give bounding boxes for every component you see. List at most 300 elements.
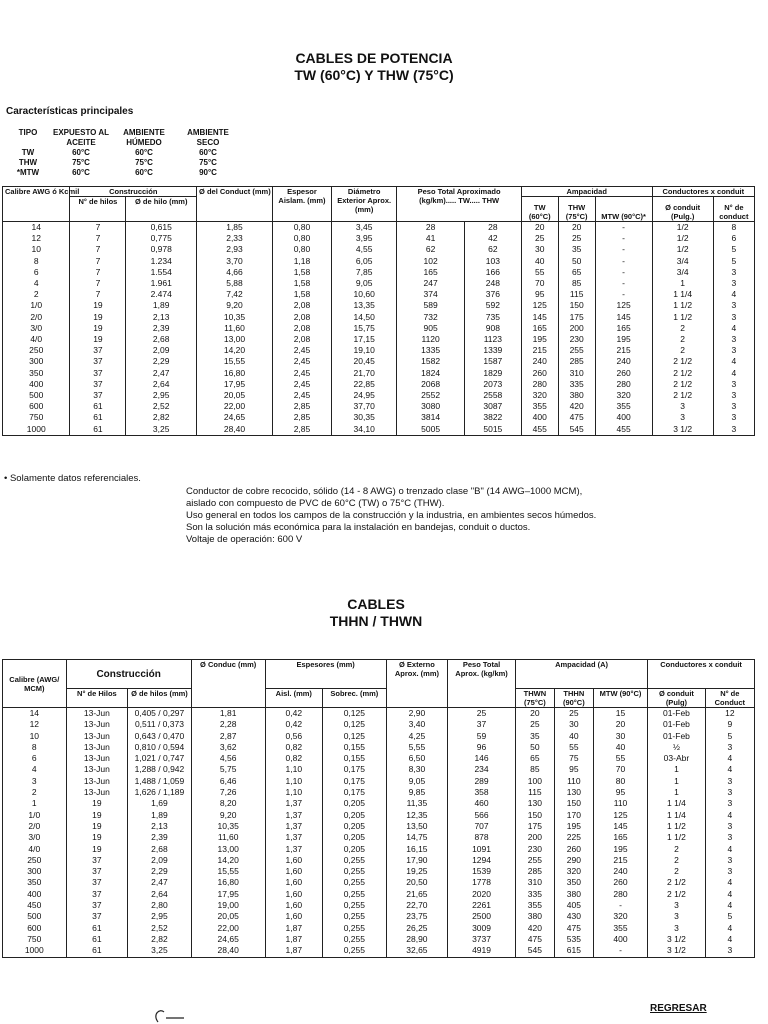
power-cable-cell: 2 1/2 [652,379,713,390]
power-cable-cell: 3 [713,424,754,436]
power-cable-cell: - [595,244,652,255]
power-cable-cell: 2552 [397,390,464,401]
power-cable-cell: 0,775 [126,233,197,244]
thhn-cable-cell: 17,95 [191,889,265,900]
power-cable-cell: 380 [558,390,595,401]
t1-header-calibre: Calibre AWG ó Kcmil [3,187,70,222]
thhn-cables-table [2,659,755,958]
thhn-cable-row [3,945,755,957]
power-cable-cell: 2,95 [126,390,197,401]
t2-header-thwn: THWN (75°C) [515,689,554,708]
thhn-cable-cell: 0,511 / 0,373 [128,719,192,730]
thhn-cable-cell: 110 [554,776,593,787]
power-cable-cell: 9,20 [197,300,273,311]
thhn-cable-row [3,753,755,764]
thhn-cable-row [3,708,755,720]
thhn-cable-cell: 1778 [448,877,516,888]
power-cable-cell: 25 [521,233,558,244]
thhn-cable-cell: 0,175 [323,787,387,798]
thhn-cable-cell: 1,10 [265,776,322,787]
power-cable-cell: 455 [521,424,558,436]
thhn-cable-cell: 0,125 [323,731,387,742]
thhn-cable-cell: 37 [66,866,128,877]
power-cable-cell: 20 [521,222,558,234]
thhn-cable-cell: 1,60 [265,866,322,877]
thhn-cable-cell: 2500 [448,911,516,922]
power-cable-cell: 9,05 [332,278,397,289]
power-cable-cell: 3822 [464,412,521,423]
thhn-cable-cell: 37 [66,900,128,911]
thhn-cable-cell: 4 [705,877,754,888]
power-cable-cell: 0,978 [126,244,197,255]
t1-header-tw: TW (60°C) [521,197,558,222]
power-cable-cell: 65 [558,267,595,278]
power-cable-cell: 145 [595,312,652,323]
t2-header-construccion: Construcción [66,660,191,689]
power-cable-cell: 6 [3,267,70,278]
power-cable-cell: 25 [558,233,595,244]
thhn-cable-cell: 14,20 [191,855,265,866]
thhn-cable-cell: 3 [705,787,754,798]
thhn-cable-cell: 130 [554,787,593,798]
power-cable-cell: 3,25 [126,424,197,436]
thhn-cable-cell: 0,405 / 0,297 [128,708,192,720]
thhn-cable-cell: 0,255 [323,911,387,922]
power-cable-cell: 22,00 [197,401,273,412]
power-cable-cell: 2,93 [197,244,273,255]
power-cable-cell: 1/2 [652,233,713,244]
thhn-cable-cell: 19,00 [191,900,265,911]
thhn-cable-cell: 17,90 [386,855,448,866]
power-cable-cell: 0,80 [272,222,331,234]
thhn-cable-row [3,731,755,742]
signature-scribble [150,1006,190,1024]
thhn-cable-cell: 0,205 [323,844,387,855]
thhn-cable-cell: 01-Feb [648,719,705,730]
thhn-cable-cell: 3 [705,855,754,866]
t2-header-calibre: Calibre (AWG/ MCM) [3,660,67,708]
power-cable-cell: 19 [70,312,126,323]
power-cable-cell: 3,45 [332,222,397,234]
power-cable-cell: 200 [558,323,595,334]
title-line-2: TW (60°C) Y THW (75°C) [294,67,454,83]
thhn-cable-cell: 4919 [448,945,516,957]
power-cable-cell: 250 [3,345,70,356]
power-cable-cell: 255 [558,345,595,356]
power-cable-cell: 13,00 [197,334,273,345]
power-cable-cell: 2,85 [272,401,331,412]
power-cable-cell: 14,50 [332,312,397,323]
t2-header-thhn: THHN (90°C) [554,689,593,708]
thhn-cable-cell: 30 [593,731,647,742]
thhn-cable-cell: 0,255 [323,866,387,877]
thhn-cable-cell: 1 [648,776,705,787]
thhn-cable-cell: 0,175 [323,776,387,787]
thhn-cable-cell: 1539 [448,866,516,877]
thhn-cable-cell: 1,37 [265,821,322,832]
thhn-cable-cell: 13-Jun [66,787,128,798]
char-header-seco: AMBIENTE SECO [187,128,229,147]
characteristics-cell: *MTW [16,168,40,177]
power-cable-cell: 1,89 [126,300,197,311]
thhn-cable-cell: 70 [593,764,647,775]
power-cable-cell: - [595,233,652,244]
power-cable-cell: 3 1/2 [652,424,713,436]
thhn-cable-cell: 1 1/4 [648,810,705,821]
power-cable-cell: 2,85 [272,412,331,423]
power-cable-cell: 17,95 [197,379,273,390]
thhn-cable-cell: 430 [554,911,593,922]
thhn-cable-cell: 75 [554,753,593,764]
power-cable-cell: 19 [70,300,126,311]
power-cable-cell: 8 [3,256,70,267]
power-cable-row [3,233,755,244]
power-cable-cell: 4 [713,323,754,334]
thhn-cable-cell: 2,09 [128,855,192,866]
power-cable-cell: 195 [521,334,558,345]
power-cable-cell: 455 [595,424,652,436]
power-cable-cell: 37 [70,368,126,379]
thhn-cable-cell: 289 [448,776,516,787]
power-cable-cell: 7 [70,222,126,234]
thhn-cable-cell: 13-Jun [66,731,128,742]
power-cable-cell: 61 [70,401,126,412]
thhn-cable-cell: 240 [593,866,647,877]
thhn-cable-cell: 0,205 [323,798,387,809]
thhn-cable-cell: 8,20 [191,798,265,809]
thhn-cable-cell: 37 [66,855,128,866]
power-cable-cell: 21,70 [332,368,397,379]
t1-header-diam-ext: Diámetro Exterior Aprox. (mm) [332,187,397,222]
characteristics-cell: 75°C [199,158,217,167]
power-cable-cell: 1335 [397,345,464,356]
power-cable-cell: 15,55 [197,356,273,367]
thhn-cable-cell: 200 [515,832,554,843]
power-cable-cell: 3 [713,267,754,278]
power-cable-cell: 3 [713,334,754,345]
thhn-cable-cell: 1,10 [265,764,322,775]
power-cable-cell: 19 [70,334,126,345]
t1-header-conductores: Conductores x conduit [652,187,754,197]
power-cable-cell: 2,08 [272,312,331,323]
power-cable-cell: - [595,267,652,278]
t2-header-n-conduct: N° de Conduct [705,689,754,708]
power-cable-cell: 0,80 [272,244,331,255]
thhn-cable-cell: 3,40 [386,719,448,730]
power-cable-cell: 4 [713,368,754,379]
power-cable-cell: 3 [652,401,713,412]
power-cable-cell: 2,45 [272,368,331,379]
thhn-cable-cell: 2,29 [128,866,192,877]
power-cable-cell: 2.474 [126,289,197,300]
power-cable-cell: 908 [464,323,521,334]
power-cable-cell: 3/0 [3,323,70,334]
reference-note: • Solamente datos referenciales. [4,473,141,484]
power-cable-cell: 50 [558,256,595,267]
characteristics-cell: 60°C [135,148,153,157]
thhn-cable-cell: 335 [515,889,554,900]
power-cable-row [3,278,755,289]
thhn-cable-cell: 310 [515,877,554,888]
power-cable-cell: 280 [595,379,652,390]
thhn-cable-cell: 1,288 / 0,942 [128,764,192,775]
thhn-cable-cell: 19 [66,844,128,855]
power-cable-cell: 2,08 [272,300,331,311]
thhn-cable-cell: 35 [515,731,554,742]
power-cable-cell: 1123 [464,334,521,345]
characteristics-cell: THW [18,158,38,167]
thhn-cable-cell: 80 [593,776,647,787]
thhn-cable-cell: 22,70 [386,900,448,911]
power-cable-cell: 3 [713,390,754,401]
regresar-link[interactable]: REGRESAR [650,1003,707,1014]
power-cable-cell: 2,13 [126,312,197,323]
thhn-cable-cell: 145 [593,821,647,832]
thhn-cable-cell: 2,90 [386,708,448,720]
power-cable-cell: 7 [70,289,126,300]
power-cable-cell: - [595,289,652,300]
power-cable-cell: 95 [521,289,558,300]
power-cable-cell: 240 [595,356,652,367]
power-cable-cell: 166 [464,267,521,278]
power-cable-cell: 103 [464,256,521,267]
power-cable-cell: 475 [558,412,595,423]
thhn-cable-cell: 3 [705,821,754,832]
power-cable-row [3,323,755,334]
power-cable-cell: 905 [397,323,464,334]
power-cable-cell: 545 [558,424,595,436]
thhn-cable-cell: 1,10 [265,787,322,798]
thhn-cable-cell: 1,37 [265,832,322,843]
t1-header-n-conduct: N° de conduct [713,197,754,222]
thhn-cable-cell: 450 [3,900,67,911]
characteristics-cell: 60°C [72,168,90,177]
power-cable-cell: 2,45 [272,379,331,390]
thhn-cable-row [3,855,755,866]
thhn-cable-cell: 50 [515,742,554,753]
power-cable-cell: 3 [713,345,754,356]
thhn-cable-cell: 19,25 [386,866,448,877]
description-line: Voltaje de operación: 600 V [186,534,303,545]
thhn-cable-cell: 230 [515,844,554,855]
thhn-cable-cell: 20 [593,719,647,730]
power-cable-cell: 61 [70,424,126,436]
power-cable-cell: 2,39 [126,323,197,334]
thhn-cable-cell: 234 [448,764,516,775]
thhn-cable-cell: 290 [554,855,593,866]
characteristics-row [10,158,244,168]
power-cable-cell: 55 [521,267,558,278]
power-cables-table [2,186,755,436]
power-cable-cell: 125 [595,300,652,311]
power-cable-cell: 500 [3,390,70,401]
thhn-cable-cell: 1,488 / 1,059 [128,776,192,787]
characteristics-cell: 75°C [72,158,90,167]
power-cable-cell: 335 [558,379,595,390]
power-cable-cell: 0,615 [126,222,197,234]
power-cable-cell: 3,95 [332,233,397,244]
power-cable-cell: 42 [464,233,521,244]
thhn-cable-cell: 19 [66,832,128,843]
thhn-cable-cell: 1,60 [265,855,322,866]
t1-header-hilos: N° de hilos [70,197,126,222]
power-cable-cell: 7 [70,233,126,244]
power-cable-cell: 22,85 [332,379,397,390]
power-cable-cell: 2,68 [126,334,197,345]
power-cable-row [3,300,755,311]
thhn-cable-cell: 0,810 / 0,594 [128,742,192,753]
power-cable-cell: 85 [558,278,595,289]
power-cable-cell: 1,58 [272,289,331,300]
thhn-cable-cell: 125 [593,810,647,821]
thhn-cable-cell: 14 [3,708,67,720]
thhn-cable-cell: 878 [448,832,516,843]
thhn-cable-cell: 1,69 [128,798,192,809]
thhn-cable-cell: 400 [3,889,67,900]
power-cable-cell: 37,70 [332,401,397,412]
power-cable-cell: 4 [713,356,754,367]
thhn-cable-cell: 95 [593,787,647,798]
thhn-cable-cell: 7,26 [191,787,265,798]
thhn-cable-row [3,719,755,730]
t2-header-espesores: Espesores (mm) [265,660,386,689]
thhn-cable-cell: 25 [515,719,554,730]
power-cable-cell: 3 [713,401,754,412]
thhn-cable-cell: - [593,900,647,911]
power-cable-cell: - [595,256,652,267]
thhn-cable-row [3,821,755,832]
thhn-cable-cell: 6,50 [386,753,448,764]
thhn-cable-cell: 0,255 [323,877,387,888]
power-cable-cell: 30 [521,244,558,255]
power-cable-cell: 24,65 [197,412,273,423]
power-cable-cell: 3087 [464,401,521,412]
power-cable-cell: 2 1/2 [652,390,713,401]
power-cable-cell: 1 1/2 [652,312,713,323]
thhn-cable-cell: 545 [515,945,554,957]
characteristics-cell: 75°C [135,158,153,167]
thhn-cable-cell: 300 [3,866,67,877]
power-cable-cell: 150 [558,300,595,311]
thhn-cable-cell: 1,87 [265,934,322,945]
thhn-cable-cell: 1,60 [265,877,322,888]
power-cable-cell: 735 [464,312,521,323]
thhn-cable-cell: 12 [3,719,67,730]
thhn-cable-cell: 1,37 [265,810,322,821]
thhn-cable-cell: 3 [705,776,754,787]
thhn-cable-cell: 0,175 [323,764,387,775]
thhn-cable-cell: 5 [705,731,754,742]
thhn-cable-cell: 1000 [3,945,67,957]
power-cable-cell: 34,10 [332,424,397,436]
power-cable-cell: 1829 [464,368,521,379]
title2-line-2: THHN / THWN [329,613,423,629]
power-cable-cell: 5005 [397,424,464,436]
thhn-cable-cell: 25 [554,708,593,720]
thhn-cable-cell: 32,65 [386,945,448,957]
power-cable-cell: 165 [397,267,464,278]
thhn-cable-cell: 320 [593,911,647,922]
power-cable-cell: 732 [397,312,464,323]
characteristics-cell: TW [21,148,35,157]
t2-header-conduit: Ø conduit (Pulg) [648,689,705,708]
power-cable-cell: 1.234 [126,256,197,267]
thhn-cable-cell: 10 [3,731,67,742]
thhn-cable-cell: 4 [705,934,754,945]
thhn-cable-cell: 3/0 [3,832,67,843]
power-cable-cell: 215 [521,345,558,356]
title-line-1: CABLES DE POTENCIA [295,50,453,66]
thhn-cable-row [3,900,755,911]
thhn-cable-cell: 1,37 [265,844,322,855]
thhn-cable-cell: 380 [515,911,554,922]
thhn-cable-cell: 358 [448,787,516,798]
thhn-cable-cell: 3 [705,866,754,877]
power-cable-cell: 4 [713,289,754,300]
thhn-cable-cell: 23,75 [386,911,448,922]
power-cable-cell: 28,40 [197,424,273,436]
power-cable-cell: 7 [70,267,126,278]
char-header-humedo: AMBIENTE HÚMEDO [123,128,165,147]
power-cable-cell: 1582 [397,356,464,367]
power-cable-cell: 260 [521,368,558,379]
power-cable-cell: 2,09 [126,345,197,356]
thhn-cable-cell: 3 [648,911,705,922]
power-cable-cell: 2,47 [126,368,197,379]
thhn-cable-cell: 9,05 [386,776,448,787]
thhn-cable-cell: 1 1/2 [648,821,705,832]
thhn-cable-cell: 460 [448,798,516,809]
power-cable-cell: 7 [70,244,126,255]
thhn-cable-row [3,832,755,843]
t1-header-peso: Peso Total Aproximado (kg/km)..... TW..... THW [397,187,521,222]
power-cable-cell: 13,35 [332,300,397,311]
thhn-cable-cell: 01-Feb [648,708,705,720]
thhn-cable-cell: 4 [705,900,754,911]
thhn-cable-cell: 380 [554,889,593,900]
power-cable-row [3,401,755,412]
power-cable-cell: - [595,278,652,289]
thhn-cable-cell: 255 [515,855,554,866]
t1-header-diam-hilo: Ø de hilo (mm) [126,197,197,222]
thhn-cable-cell: 1294 [448,855,516,866]
thhn-cable-cell: 2/0 [3,821,67,832]
power-cable-cell: 28 [397,222,464,234]
characteristics-table [10,128,244,178]
thhn-cable-cell: 15 [593,708,647,720]
thhn-cable-cell: 9 [705,719,754,730]
thhn-cable-cell: 22,00 [191,923,265,934]
power-cable-cell: 6 [713,233,754,244]
thhn-cable-cell: 13,00 [191,844,265,855]
power-cable-cell: 215 [595,345,652,356]
t2-header-diam-hilos: Ø de hilos (mm) [128,689,192,708]
power-cable-cell: 1000 [3,424,70,436]
power-cable-cell: 5 [713,256,754,267]
power-cable-cell: 320 [521,390,558,401]
power-cable-cell: 61 [70,412,126,423]
thhn-cable-cell: 2,28 [191,719,265,730]
thhn-cable-cell: 3 [705,798,754,809]
power-cable-cell: 3 [713,312,754,323]
power-cable-cell: 2,85 [272,424,331,436]
thhn-cable-cell: 1,60 [265,889,322,900]
thhn-cable-cell: 400 [593,934,647,945]
power-cable-cell: 12 [3,233,70,244]
thhn-cable-cell: 20,50 [386,877,448,888]
thhn-cable-cell: 420 [515,923,554,934]
thhn-cable-cell: 2020 [448,889,516,900]
